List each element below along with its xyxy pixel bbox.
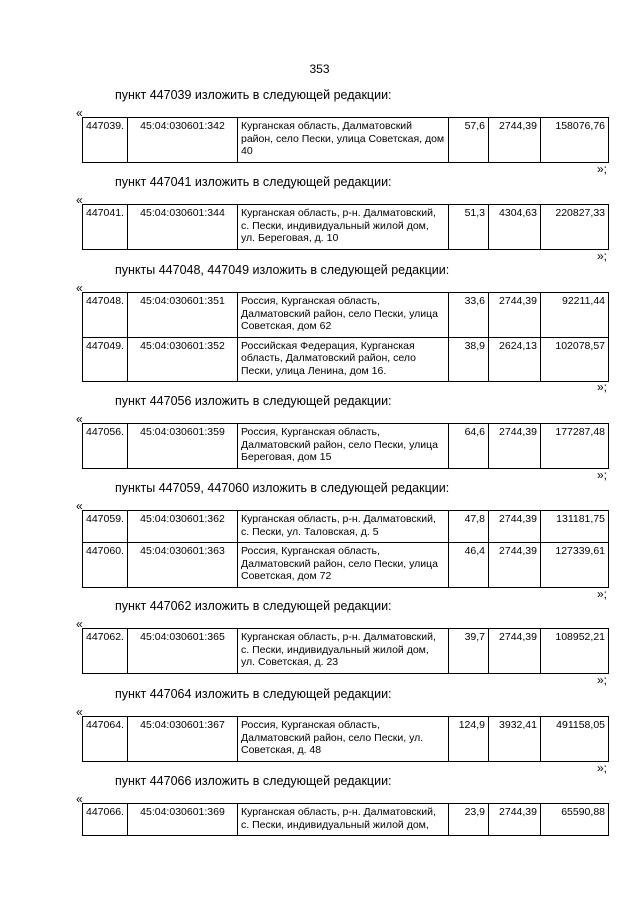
closing-quote: »; [596,587,607,601]
opening-quote: « [76,617,83,631]
address: Курганская область, р-н. Далматовский, с. Пески, индивидуальный жилой дом, ул. Береговая, д. 10 [238,205,449,250]
cadastral-value: 177287,48 [541,424,609,469]
area-value: 124,9 [449,717,489,762]
cadastral-value: 92211,44 [541,293,609,338]
row-number: 447062. [83,629,128,674]
record-table [82,628,609,674]
section-heading: пункт 447062 изложить в следующей редакции: [115,599,392,613]
opening-quote: « [76,106,83,120]
section-heading: пункты 447048, 447049 изложить в следующей редакции: [115,263,450,277]
area-value: 33,6 [449,293,489,338]
record-table [82,204,609,250]
cadastral-value: 158076,76 [541,118,609,163]
area-value: 39,7 [449,629,489,674]
cadastral-value: 127339,61 [541,543,609,588]
table-row [83,293,609,338]
address: Россия, Курганская область, Далматовский район, село Пески, ул. Советская, д. 48 [238,717,449,762]
cadastral-number: 45:04:030601:359 [128,424,238,469]
table-row [83,511,609,543]
opening-quote: « [76,193,83,207]
row-number: 447039. [83,118,128,163]
row-number: 447049. [83,337,128,382]
opening-quote: « [76,281,83,295]
address: Курганская область, р-н. Далматовский, с. Пески, индивидуальный жилой дом, [238,804,449,836]
section-heading: пункт 447056 изложить в следующей редакции: [115,394,392,408]
record-table [82,510,609,588]
table-row [83,543,609,588]
cadastral-number: 45:04:030601:369 [128,804,238,836]
row-number: 447064. [83,717,128,762]
cadastral-number: 45:04:030601:342 [128,118,238,163]
cadastral-number: 45:04:030601:365 [128,629,238,674]
area-value: 57,6 [449,118,489,163]
closing-quote: »; [596,673,607,687]
specific-value: 2744,39 [489,293,541,338]
specific-value: 2744,39 [489,543,541,588]
table-row [83,424,609,469]
specific-value: 2744,39 [489,511,541,543]
specific-value: 2744,39 [489,804,541,836]
address: Курганская область, р-н. Далматовский, с. Пески, индивидуальный жилой дом, ул. Советская, д. 23 [238,629,449,674]
area-value: 23,9 [449,804,489,836]
table-row [83,205,609,250]
area-value: 38,9 [449,337,489,382]
row-number: 447048. [83,293,128,338]
table-row [83,804,609,836]
cadastral-number: 45:04:030601:367 [128,717,238,762]
cadastral-number: 45:04:030601:352 [128,337,238,382]
area-value: 51,3 [449,205,489,250]
cadastral-value: 131181,75 [541,511,609,543]
opening-quote: « [76,705,83,719]
record-table [82,292,609,382]
table-row [83,717,609,762]
section-heading: пункт 447066 изложить в следующей редакции: [115,774,392,788]
record-table [82,716,609,762]
table-row [83,118,609,163]
section-heading: пункт 447039 изложить в следующей редакции: [115,88,392,102]
cadastral-value: 491158,05 [541,717,609,762]
address: Курганская область, Далматовский район, село Пески, улица Советская, дом 40 [238,118,449,163]
address: Россия, Курганская область, Далматовский район, село Пески, улица Советская, дом 72 [238,543,449,588]
row-number: 447066. [83,804,128,836]
table-row [83,629,609,674]
section-heading: пункт 447041 изложить в следующей редакции: [115,175,392,189]
row-number: 447059. [83,511,128,543]
specific-value: 2744,39 [489,629,541,674]
closing-quote: »; [596,380,607,394]
area-value: 64,6 [449,424,489,469]
row-number: 447041. [83,205,128,250]
opening-quote: « [76,499,83,513]
specific-value: 2744,39 [489,424,541,469]
address: Российская Федерация, Курганская область, Далматовский район, село Пески, улица Ленина, дом 16. [238,337,449,382]
area-value: 47,8 [449,511,489,543]
specific-value: 3932,41 [489,717,541,762]
address: Россия, Курганская область, Далматовский район, село Пески, улица Советская, дом 62 [238,293,449,338]
cadastral-value: 102078,57 [541,337,609,382]
area-value: 46,4 [449,543,489,588]
record-table [82,423,609,469]
row-number: 447060. [83,543,128,588]
record-table [82,803,609,836]
section-heading: пункт 447064 изложить в следующей редакции: [115,687,392,701]
closing-quote: »; [596,162,607,176]
cadastral-value: 108952,21 [541,629,609,674]
cadastral-value: 65590,88 [541,804,609,836]
closing-quote: »; [596,249,607,263]
specific-value: 4304,63 [489,205,541,250]
page-number: 353 [309,62,330,76]
table-row [83,337,609,382]
opening-quote: « [76,792,83,806]
cadastral-value: 220827,33 [541,205,609,250]
section-heading: пункты 447059, 447060 изложить в следующей редакции: [115,481,450,495]
address: Курганская область, р-н. Далматовский, с. Пески, ул. Таловская, д. 5 [238,511,449,543]
cadastral-number: 45:04:030601:363 [128,543,238,588]
record-table [82,117,609,163]
closing-quote: »; [596,761,607,775]
closing-quote: »; [596,468,607,482]
specific-value: 2624,13 [489,337,541,382]
cadastral-number: 45:04:030601:344 [128,205,238,250]
address: Россия, Курганская область, Далматовский район, село Пески, улица Береговая, дом 15 [238,424,449,469]
specific-value: 2744,39 [489,118,541,163]
row-number: 447056. [83,424,128,469]
opening-quote: « [76,412,83,426]
cadastral-number: 45:04:030601:362 [128,511,238,543]
cadastral-number: 45:04:030601:351 [128,293,238,338]
